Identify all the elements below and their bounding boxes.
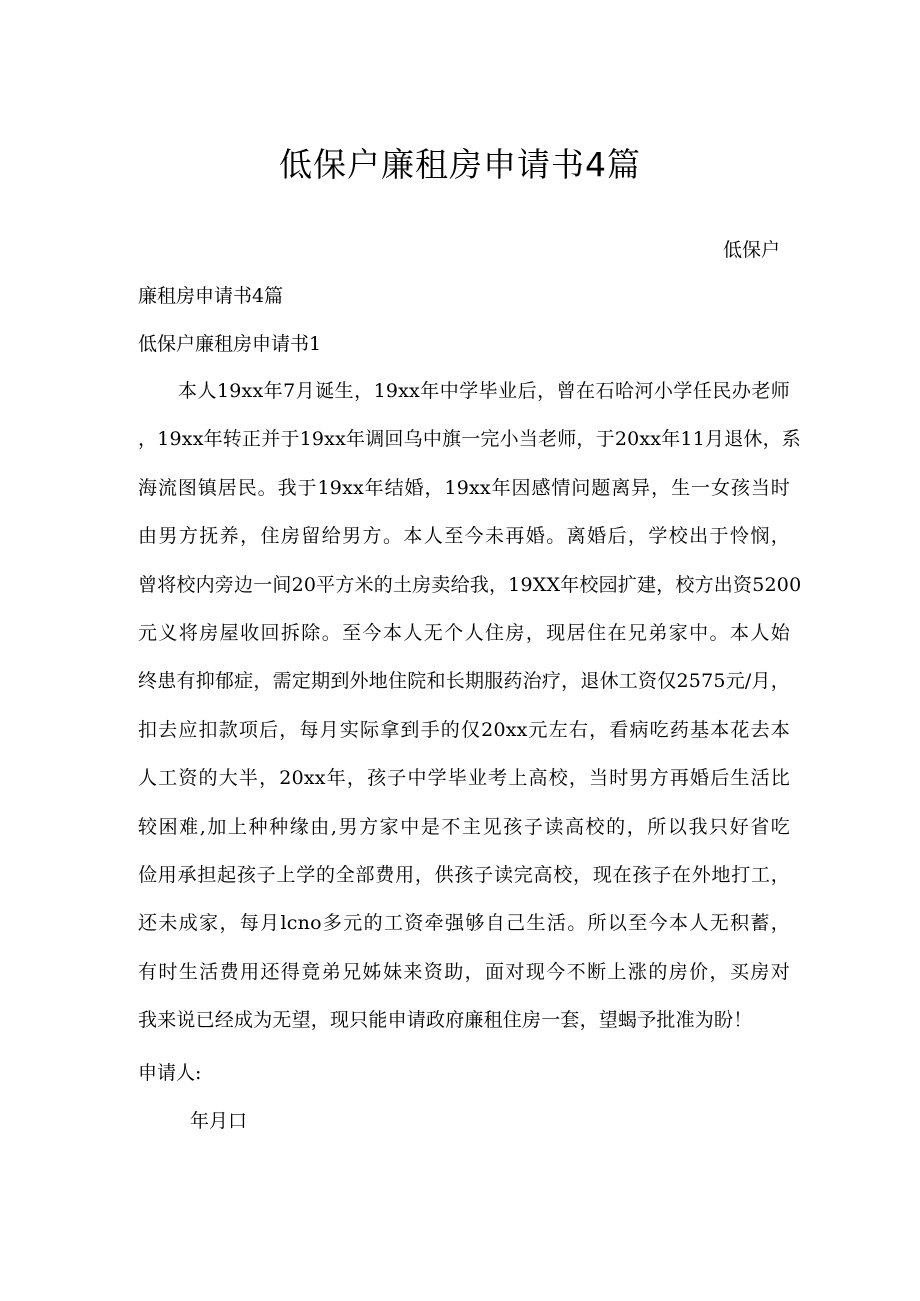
- body-line: 有时生活费用还得竟弟兄姊妹来资助，面对现今不断上涨的房价，买房对: [138, 960, 790, 983]
- section-title: 低保户廉租房申请书1: [138, 333, 322, 355]
- body-line: 扣去应扣款项后，每月实际拿到手的仅20xx元左右，看病吃药基本花去本: [138, 718, 790, 741]
- body-line: 俭用承担起孩子上学的全部费用，供孩子读完高校，现在孩子在外地打工，: [138, 863, 790, 886]
- body-line: 由男方抚养，住房留给男方。本人至今未再婚。离婚后，学校出于怜悯，: [138, 525, 790, 548]
- body-line: 元义将房屋收回拆除。至今本人无个人住房，现居住在兄弟家中。本人始: [138, 621, 790, 644]
- header-right-label: 低保户: [722, 239, 780, 261]
- document-title: 低保户廉租房申请书4篇: [279, 145, 641, 184]
- body-line: 终患有抑郁症，需定期到外地住院和长期服药治疗，退休工资仅2575元/月，: [138, 670, 790, 693]
- date-label: 年月口: [190, 1110, 248, 1132]
- body-line: 海流图镇居民。我于19xx年结婚，19xx年因感情问题离异，生一女孩当时: [138, 476, 790, 499]
- body-line: 还未成家，每月lcno多元的工资牵强够自己生活。所以至今本人无积蓄，: [138, 912, 790, 935]
- body-line: 人工资的大半，20xx年，孩子中学毕业考上高校，当时男方再婚后生活比: [138, 767, 790, 790]
- body-line: 我来说已经成为无望，现只能申请政府廉租住房一套，望蝎予批准为盼！: [138, 1009, 753, 1032]
- body-line: 本人19xx年7月诞生，19xx年中学毕业后，曾在石哈河小学任民办老师: [178, 380, 790, 402]
- body-line: 曾将校内旁边一间20平方米的土房卖给我，19XX年校园扩建，校方出资5200: [138, 573, 802, 596]
- document-subtitle: 廉租房申请书4篇: [138, 285, 284, 307]
- body-line: ，19xx年转正并于19xx年调回乌中旗一完小当老师，于20xx年11月退休，系: [138, 428, 802, 451]
- applicant-label: 申请人:: [138, 1062, 202, 1084]
- body-paragraph: [138, 376, 802, 1053]
- body-line: 较困难,加上种种缘由,男方家中是不主见孩子读高校的，所以我只好省吃: [138, 815, 790, 838]
